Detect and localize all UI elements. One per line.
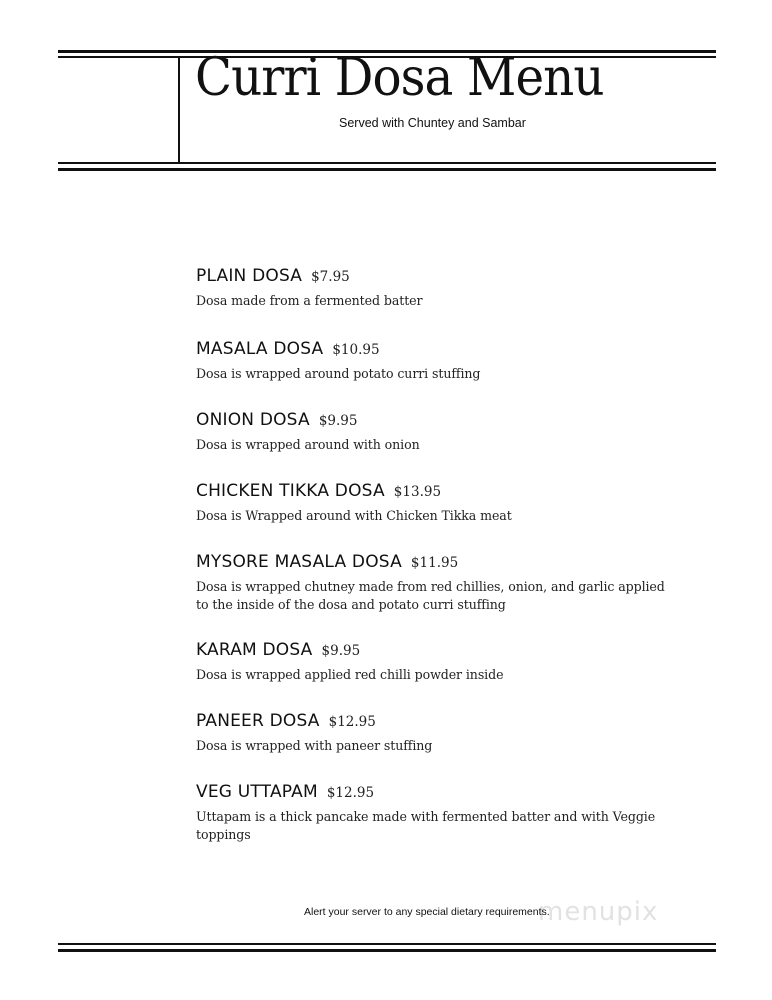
menu-item-masala-dosa	[196, 339, 696, 383]
item-description: Dosa is wrapped chutney made from red chillies, onion, and garlic applied to the inside of the dosa and potato curri stuffing	[196, 579, 665, 612]
header-vertical-divider	[178, 57, 180, 164]
menu-item-onion-dosa	[196, 410, 696, 454]
menu-item-plain-dosa	[196, 266, 696, 310]
item-description: Dosa is wrapped around potato curri stuffing	[196, 366, 481, 381]
item-description: Dosa is Wrapped around with Chicken Tikka meat	[196, 508, 512, 523]
menu-item-karam-dosa	[196, 640, 696, 684]
item-description: Dosa is wrapped around with onion	[196, 437, 420, 452]
item-name: ONION DOSA	[196, 410, 310, 430]
item-price: $12.95	[328, 714, 376, 730]
menu-item-veg-uttapam	[196, 782, 696, 843]
menu-item-paneer-dosa	[196, 711, 696, 755]
dietary-note: Alert your server to any special dietary requirements.	[304, 906, 550, 918]
footer-rule-thin	[58, 943, 716, 945]
item-name: CHICKEN TIKKA DOSA	[196, 481, 385, 501]
footer-rule-thick	[58, 949, 716, 952]
item-price: $7.95	[311, 269, 350, 285]
menu-item-mysore-masala-dosa	[196, 552, 696, 613]
item-price: $9.95	[318, 413, 358, 429]
item-price: $11.95	[410, 555, 459, 571]
item-price: $9.95	[321, 643, 361, 659]
item-description: Dosa made from a fermented batter	[196, 293, 423, 308]
item-name: PANEER DOSA	[196, 711, 320, 731]
menu-subtitle: Served with Chuntey and Sambar	[339, 116, 526, 130]
item-price: $13.95	[393, 484, 442, 500]
item-price: $10.95	[332, 342, 380, 358]
menu-item-chicken-tikka-dosa	[196, 481, 696, 525]
menu-title: Curri Dosa Menu	[195, 48, 604, 108]
item-name: MYSORE MASALA DOSA	[196, 552, 402, 572]
item-name: KARAM DOSA	[196, 640, 313, 660]
item-description: Dosa is wrapped with paneer stuffing	[196, 738, 433, 753]
item-name: VEG UTTAPAM	[196, 782, 318, 802]
item-description: Uttapam is a thick pancake made with fermented batter and with Veggie toppings	[196, 809, 656, 842]
watermark-logo: menupix	[538, 897, 659, 927]
header-bottom-rule-thick	[58, 168, 716, 171]
item-name: MASALA DOSA	[196, 339, 324, 359]
item-description: Dosa is wrapped applied red chilli powder inside	[196, 667, 504, 682]
item-price: $12.95	[326, 785, 375, 801]
header-bottom-rule-thin	[58, 162, 716, 164]
item-name: PLAIN DOSA	[196, 266, 303, 286]
